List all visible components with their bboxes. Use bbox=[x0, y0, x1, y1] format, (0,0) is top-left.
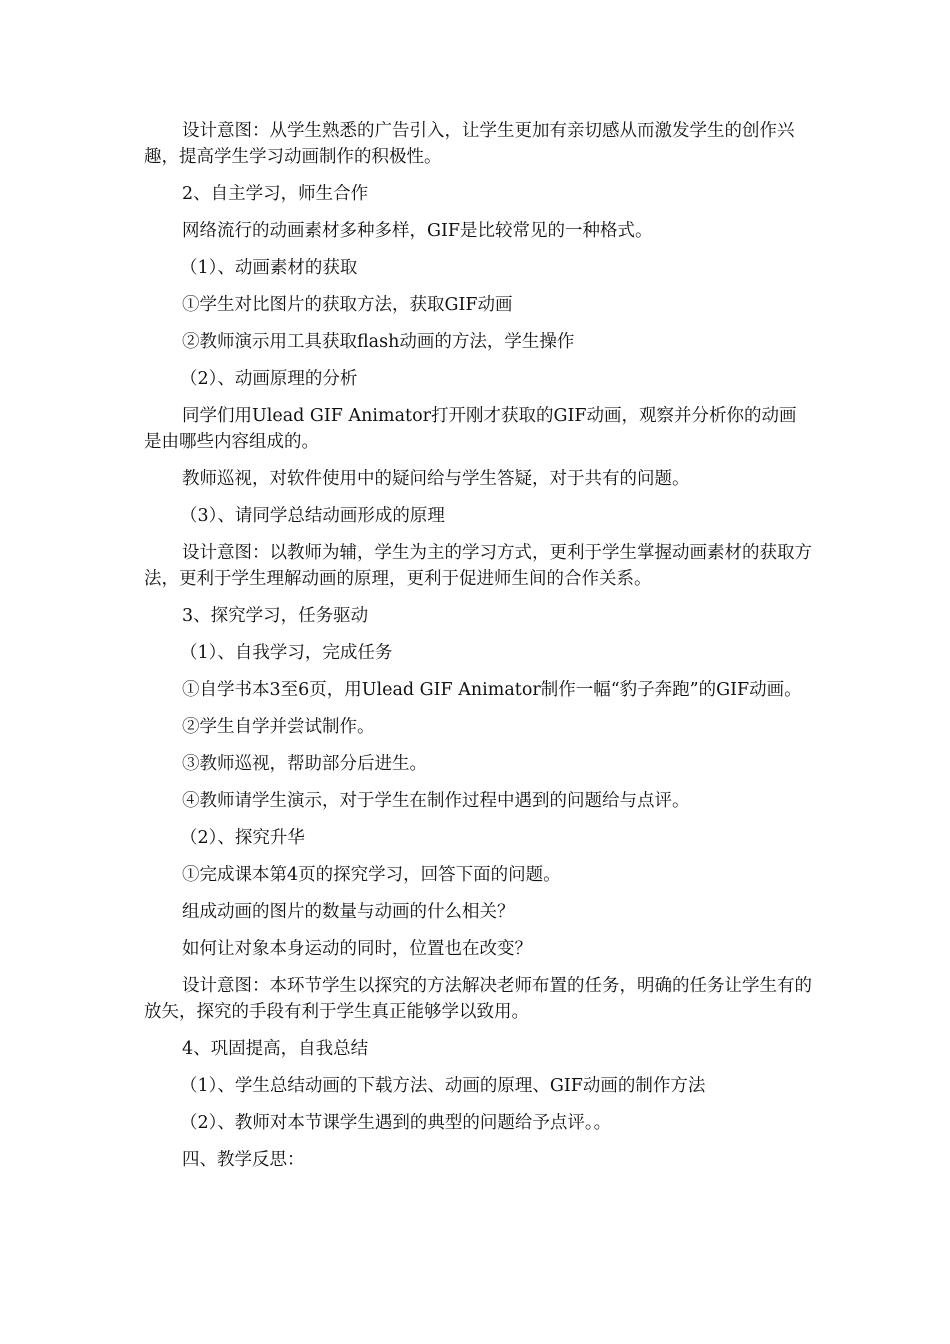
paragraph: 网络流行的动画素材多种多样，GIF是比较常见的一种格式。 bbox=[182, 221, 653, 241]
paragraph: 同学们用Ulead GIF Animator打开刚才获取的GIF动画，观察并分析你的动画是由哪些内容组成的。 bbox=[144, 406, 797, 452]
paragraph: 设计意图：以教师为辅，学生为主的学习方式，更利于学生掌握动画素材的获取方法，更利于学生理解动画的原理，更利于促进师生间的合作关系。 bbox=[144, 543, 812, 589]
subsection-heading: （3）、请同学总结动画形成的原理 bbox=[180, 506, 445, 526]
subsection-heading: （1）、自我学习，完成任务 bbox=[180, 643, 393, 663]
paragraph: 如何让对象本身运动的同时，位置也在改变？ bbox=[182, 939, 532, 959]
section-heading: 3、探究学习，任务驱动 bbox=[182, 606, 369, 626]
list-item: （1）、学生总结动画的下载方法、动画的原理、GIF动画的制作方法 bbox=[180, 1076, 706, 1096]
list-item: （2）、教师对本节课学生遇到的典型的问题给予点评。。 bbox=[180, 1113, 612, 1133]
list-item: ④教师请学生演示，对于学生在制作过程中遇到的问题给与点评。 bbox=[182, 791, 690, 811]
list-item: ①自学书本3至6页，用Ulead GIF Animator制作一幅“豹子奔跑”的GIF动画。 bbox=[182, 680, 802, 700]
subsection-heading: （1）、动画素材的获取 bbox=[180, 258, 358, 278]
list-item: ①学生对比图片的获取方法，获取GIF动画 bbox=[182, 295, 513, 315]
document-page bbox=[144, 118, 812, 1184]
subsection-heading: （2）、探究升华 bbox=[180, 828, 305, 848]
section-heading: 四、教学反思： bbox=[182, 1150, 305, 1170]
paragraph: 教师巡视，对软件使用中的疑问给与学生答疑，对于共有的问题。 bbox=[182, 469, 690, 489]
section-heading: 2、自主学习，师生合作 bbox=[182, 184, 369, 204]
list-item: ②学生自学并尝试制作。 bbox=[182, 717, 375, 737]
section-heading: 4、巩固提高，自我总结 bbox=[182, 1039, 369, 1059]
list-item: ③教师巡视，帮助部分后进生。 bbox=[182, 754, 427, 774]
paragraph: 组成动画的图片的数量与动画的什么相关？ bbox=[182, 902, 515, 922]
list-item: ②教师演示用工具获取flash动画的方法，学生操作 bbox=[182, 332, 575, 352]
list-item: ①完成课本第4页的探究学习，回答下面的问题。 bbox=[182, 865, 561, 885]
paragraph: 设计意图：从学生熟悉的广告引入，让学生更加有亲切感从而激发学生的创作兴趣，提高学生学习动画制作的积极性。 bbox=[144, 121, 795, 167]
paragraph: 设计意图：本环节学生以探究的方法解决老师布置的任务，明确的任务让学生有的放矢，探究的手段有利于学生真正能够学以致用。 bbox=[144, 976, 812, 1022]
subsection-heading: （2）、动画原理的分析 bbox=[180, 369, 358, 389]
